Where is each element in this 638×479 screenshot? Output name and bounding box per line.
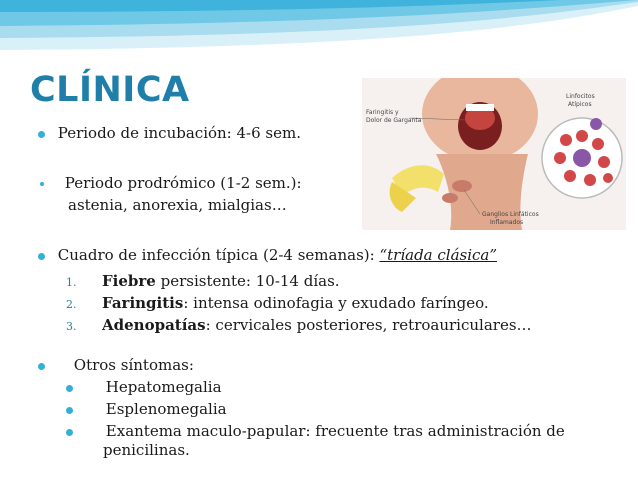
other-text: Esplenomegalia: [105, 400, 227, 418]
incubation-text: Periodo de incubación: 4-6 sem.: [57, 124, 301, 142]
bullet-dot-icon: [38, 363, 45, 370]
label-atypical: Atípicos: [568, 101, 592, 108]
triad-term: Adenopatías: [102, 316, 206, 334]
prodromal-heading: Periodo prodrómico (1-2 sem.):: [64, 174, 302, 192]
label-inflamed: Inflamados: [490, 219, 524, 226]
triad-emphasis: “tríada clásica”: [379, 246, 498, 264]
bullet-other-symptoms: [38, 356, 194, 374]
label-lymphocytes: Linfocitos: [566, 93, 595, 100]
other-heading: Otros síntomas:: [73, 356, 194, 374]
triad-item-fever: [66, 272, 340, 290]
label-lymph-nodes: Ganglios Linfáticos: [482, 211, 539, 218]
bullet-incubation: [38, 124, 301, 142]
bullet-dot-icon: [40, 182, 44, 186]
exanthema-continuation: penicilinas.: [103, 441, 190, 459]
triad-desc: : intensa odinofagia y exudado faríngeo.: [183, 294, 489, 312]
typical-text: Cuadro de infección típica (2-4 semanas):: [57, 246, 380, 264]
bullet-dot-icon: [38, 253, 45, 260]
other-item-hepatomegaly: [66, 378, 222, 396]
triad-number: 3.: [66, 320, 77, 333]
triad-item-pharyngitis: [66, 294, 489, 312]
bullet-dot-icon: [66, 385, 73, 392]
header-wave-decoration: [0, 0, 638, 70]
triad-number: 1.: [66, 276, 77, 289]
triad-number: 2.: [66, 298, 77, 311]
other-text: Hepatomegalia: [105, 378, 222, 396]
bullet-prodromal: [40, 174, 302, 192]
other-item-splenomegaly: [66, 400, 227, 418]
other-item-exanthema: [66, 422, 565, 440]
bullet-dot-icon: [66, 407, 73, 414]
prodromal-detail: astenia, anorexia, mialgias…: [68, 196, 287, 214]
other-text: Exantema maculo-papular: frecuente tras administración de: [105, 422, 565, 440]
triad-item-adenopathy: [66, 316, 532, 334]
mononucleosis-illustration: [362, 78, 626, 230]
triad-desc: : cervicales posteriores, retroauriculares…: [205, 316, 532, 334]
triad-term: Faringitis: [102, 294, 184, 312]
slide-title: CLÍNICA: [30, 70, 190, 110]
bullet-dot-icon: [38, 131, 45, 138]
triad-term: Fiebre: [102, 272, 156, 290]
label-pharyngitis: Faringitis y: [366, 109, 399, 116]
label-sore-throat: Dolor de Garganta: [366, 117, 422, 124]
triad-desc: persistente: 10-14 días.: [155, 272, 340, 290]
bullet-dot-icon: [66, 429, 73, 436]
bullet-typical-infection: [38, 246, 497, 264]
